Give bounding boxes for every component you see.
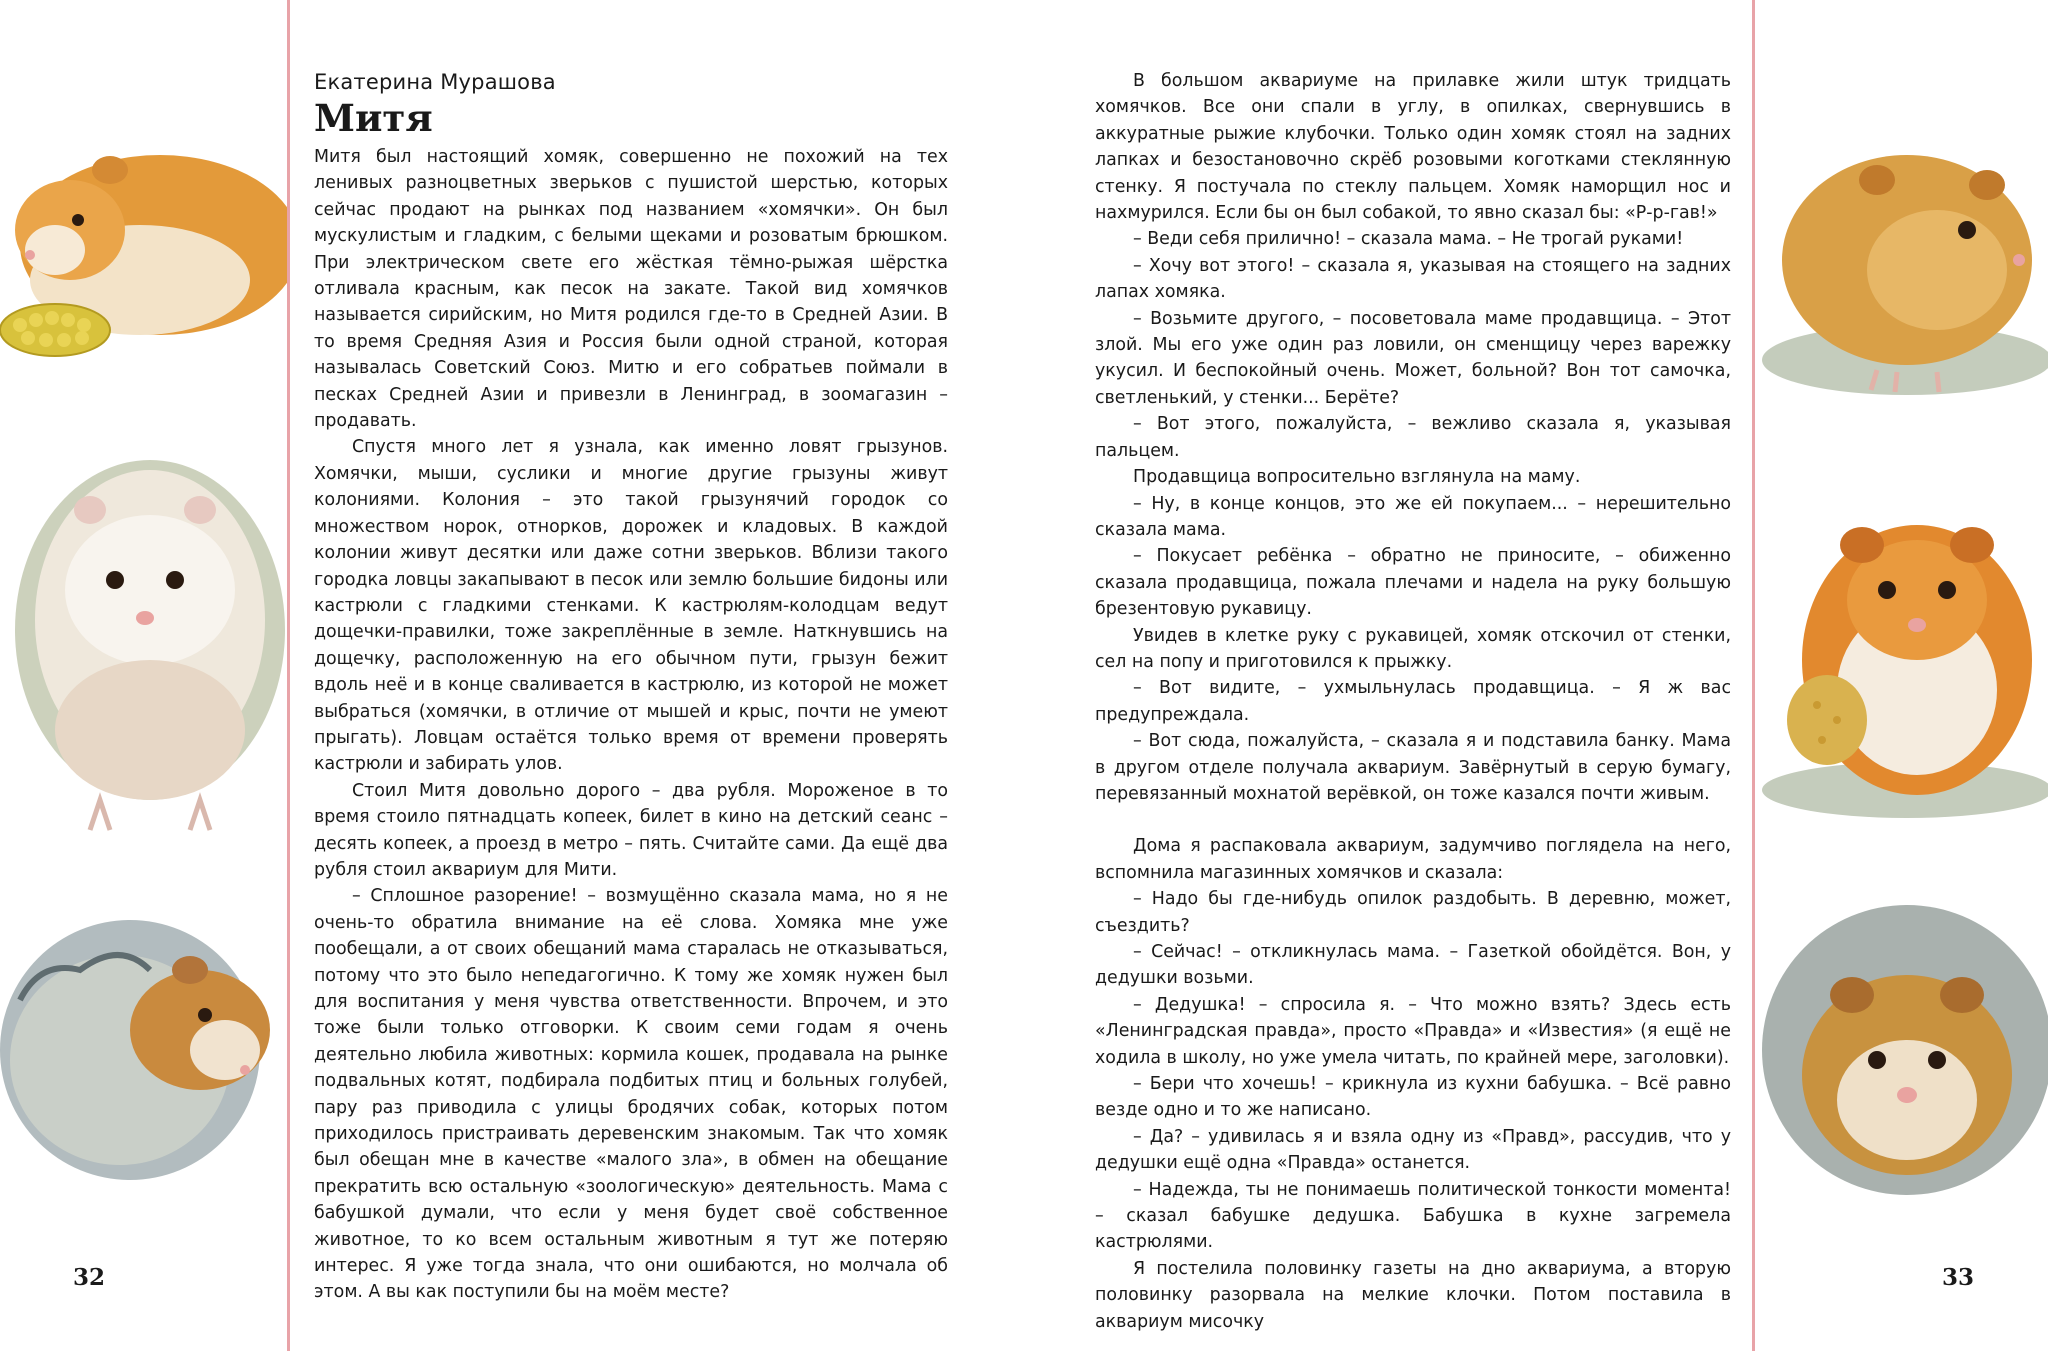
fluffy-white-hamster-illustration: [0, 430, 287, 860]
paragraph: – Ну, в конце концов, это же ей покупаем... – нерешительно сказала мама.: [1095, 493, 1731, 540]
paragraph: Стоил Митя довольно дорого – два рубля. Мороженое в то время стоило пятнадцать копеек, билет в кино на детский сеанс – десять копеек, а проезд в метро – пять. Считайте сами. Да ещё два рубля стоил аквариум для Мити.: [314, 780, 948, 880]
author-name: Екатерина Мурашова: [314, 70, 556, 94]
section-break: [1095, 807, 1731, 833]
paragraph: – Хочу вот этого! – сказала я, указывая на стоящего на задних лапах хомяка.: [1095, 255, 1731, 303]
long-haired-grey-hamster-illustration: [0, 900, 287, 1200]
right-page-edge: [1752, 0, 1755, 1351]
paragraph: – Надо бы где-нибудь опилок раздобыть. В деревню, может, съездить?: [1095, 889, 1731, 936]
left-page-edge: [287, 0, 290, 1351]
paragraph: Митя был настоящий хомяк, совершенно не похожий на тех ленивых разноцветных зверьков с пушистой шерстью, которых сейчас продают на рынках под названием «хомячки». Он был мускулистым и гладким, с белыми щеками и розоватым брюшком. При электрическом свете его жёсткая тёмно-рыжая шёрстка отливала красным, как песок на закате. Такой вид хомячков называется сирийским, но Митя родился где-то в Средней Азии. В то время Средняя Азия и Россия были одной страной, которая называлась Советский Союз. Митю и его собратьев поймали в песках Средней Азии и привезли в Ленинград, в зоомагазин – продавать.: [314, 147, 948, 432]
paragraph: Дома я распаковала аквариум, задумчиво поглядела на него, вспомнила магазинных хомячков и сказала:: [1095, 836, 1731, 883]
paragraph: Спустя много лет я узнала, как именно ловят грызунов. Хомячки, мыши, суслики и многие другие грызуны живут колониями. Колония – это такой грызунячий городок со множеством норок, отнорков, дорожек и кладовых. В каждой колонии живут десятки или даже сотни зверьков. Вблизи такого городка ловцы закапывают в песок или землю большие бидоны или кастрюли с гладкими стенками. К кастрюлям-колодцам ведут дощечки-правилки, тоже закреплённые в земле. Наткнувшись на дощечку, расположенную на его обычном пути, грызун бежит вдоль неё и в конце сваливается в кастрюлю, из которой не может выбраться (хомячки, в отличие от мышей и крыс, почти не умеют прыгать). Ловцам остаётся только время от времени проверять кастрюли и забирать улов.: [314, 437, 948, 775]
paragraph: – Веди себя прилично! – сказала мама. – Не трогай руками!: [1133, 229, 1684, 250]
paragraph: Увидев в клетке руку с рукавицей, хомяк отскочил от стенки, сел на попу и приготовился к прыжку.: [1095, 625, 1731, 672]
paragraph: – Надежда, ты не понимаешь политической тонкости момента! – сказал бабушке дедушка. Бабушка в кухне загремела кастрюлями.: [1095, 1179, 1731, 1253]
hamster-in-burrow-illustration: [1757, 900, 2048, 1200]
paragraph: – Вот этого, пожалуйста, – вежливо сказала я, указывая пальцем.: [1095, 414, 1731, 461]
paragraph: – Вот видите, – ухмыльнулась продавщица. – Я ж вас предупреждала.: [1095, 678, 1731, 725]
paragraph: – Возьмите другого, – посоветовала маме продавщица. – Этот злой. Мы его уже один раз ловили, он сменщицу через варежку укусил. И беспокойный очень. Может, больной? Вон тот самочка, светленький, у стенки... Берёте?: [1095, 308, 1731, 408]
golden-hamster-standing-illustration: [1757, 120, 2048, 400]
left-text-column: [314, 68, 948, 1306]
paragraph: – Сейчас! – откликнулась мама. – Газеткой обойдётся. Вон, у дедушки возьми.: [1095, 942, 1731, 989]
paragraph: – Покусает ребёнка – обратно не приносите, – обиженно сказала продавщица, пожала плечами и надела на руку большую брезентовую рукавицу.: [1095, 546, 1731, 620]
story-title: Митя: [314, 96, 433, 140]
paragraph: В большом аквариуме на прилавке жили штук тридцать хомячков. Все они спали в углу, в опилках, свернувшись в аккуратные рыжие клубочки. Только один хомяк стоял на задних лапках и безостановочно скрёб розовыми коготками стеклянную стенку. Я постучала по стеклу пальцем. Хомяк наморщил нос и нахмурился. Если бы он был собакой, то явно сказал бы: «Р-р-гав!»: [1095, 71, 1731, 224]
paragraph: – Вот сюда, пожалуйста, – сказала я и подставила банку. Мама в другом отделе получала аквариум. Завёрнутый в серую бумагу, перевязанный мохнатой верёвкой, он тоже казался почти живым.: [1095, 731, 1731, 804]
hamster-with-corn-illustration: [0, 120, 287, 380]
paragraph: – Дедушка! – спросила я. – Что можно взять? Здесь есть «Ленинградская правда», просто «Правда» и «Известия» (я ещё не ходила в школу, но уже умела читать, по крайней мере, заголовки).: [1095, 994, 1731, 1068]
right-text-column: [1095, 68, 1731, 1335]
page-number-left: 32: [73, 1264, 106, 1291]
paragraph: – Сплошное разорение! – возмущённо сказала мама, но я не очень-то обратила внимание на её слова. Хомяка мне уже пообещали, а от своих обещаний мама старалась не отказываться, потому что это было непедагогично. К тому же хомяк нужен был для воспитания у меня чувства ответственности. Впрочем, и это тоже были только отговорки. К своим семи годам я очень деятельно любила животных: кормила кошек, продавала на рынке подвальных котят, подбирала подбитых птиц и больных голубей, пару раз приводила с улицы бродячих собак, которых потом приходилось пристраивать деревенским знакомым. Так что хомяк был обещан мне в качестве «малого зла», в обмен на обещание прекратить всю остальную «зоологическую» деятельность. Мама с бабушкой думали, что если у меня будет своё собственное животное, то ко всем остальным животным я тут же потеряю интерес. Я уже тогда знала, что они ошибаются, но молчала об этом. А вы как поступили бы на моём месте?: [314, 886, 948, 1303]
hamster-eating-cracker-illustration: [1757, 490, 2048, 820]
page-number-right: 33: [1942, 1264, 1975, 1291]
paragraph: Продавщица вопросительно взглянула на маму.: [1133, 467, 1581, 488]
paragraph: – Да? – удивилась я и взяла одну из «Правд», рассудив, что у дедушки ещё одна «Правда» останется.: [1095, 1126, 1731, 1174]
paragraph: – Бери что хочешь! – крикнула из кухни бабушка. – Всё равно везде одно и то же написано.: [1095, 1074, 1731, 1121]
paragraph: Я постелила половинку газеты на дно аквариума, а вторую половинку разорвала на мелкие клочки. Потом поставила в аквариум мисочку: [1095, 1258, 1731, 1332]
